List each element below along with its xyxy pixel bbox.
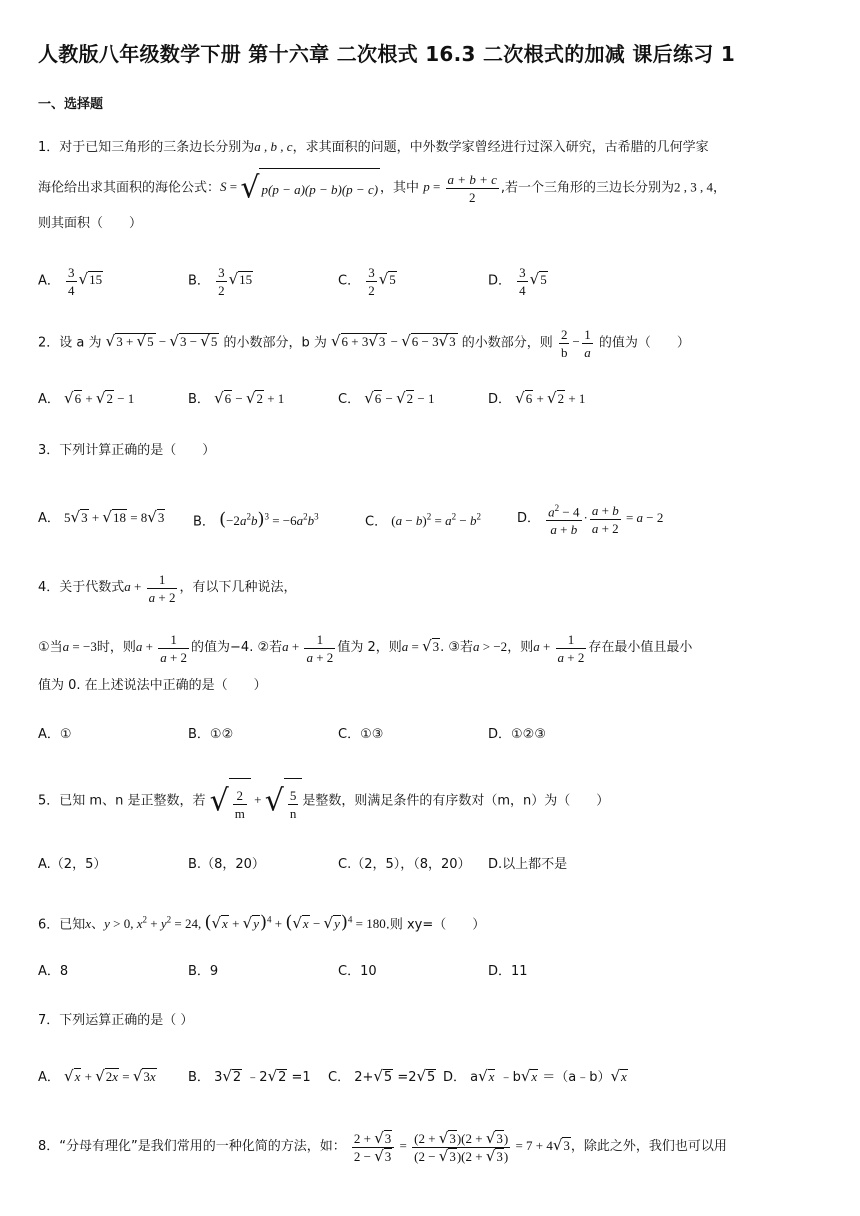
option-value: 8 xyxy=(59,964,69,979)
question-4-option-d[interactable] xyxy=(488,725,546,745)
question-2-expr-a: √3 + √5 − √3 − √5 xyxy=(105,332,218,351)
question-6-stem-b: .则 xy=（ ） xyxy=(385,917,486,933)
question-number: 3． xyxy=(38,443,60,458)
option-label: A． xyxy=(38,727,60,742)
option-label: D. xyxy=(488,857,503,872)
option-value: ① xyxy=(59,727,72,742)
option-math: $\frac{a^2 - 4}{a + b}$ · $\frac{a + b}{a + 2}$ = a − 2 xyxy=(544,510,663,525)
question-number: 6． xyxy=(38,917,60,933)
option-label: D． xyxy=(488,273,512,289)
option-math: $\frac{3}{4}$ √5 xyxy=(519,265,547,298)
question-2-stem-d: 的值为（ ） xyxy=(598,335,690,351)
question-6-expr: x、y > 0, $x^2 + y^2 = 24$, $(√x + √y)^4 + (√x - √y)^4 = 180$ xyxy=(85,912,386,934)
option-math: $\frac{3}{2}$ √15 xyxy=(218,265,253,298)
question-7-stem-text: 下列运算正确的是（ ） xyxy=(59,1013,194,1028)
page-title: 人教版八年级数学下册 第十六章 二次根式 16.3 二次根式的加减 课后练习 1 xyxy=(38,42,736,66)
question-1-line-2: 海伦给出求其面积的海伦公式：S = √ p(p − a)(p − b)(p − c) ，其中 p = $\frac{a + b + c}{2}$ ,若一个三角形的三边长分别为2 , 3 , 4， xyxy=(38,168,726,209)
option-label: A. xyxy=(38,857,51,872)
option-label: C． xyxy=(338,964,361,979)
question-1-stem-cont: ，求其面积的问题，中外数学家曾经进行过深入研究，古希腊的几何学家 xyxy=(292,140,709,155)
question-number: 5． xyxy=(38,793,60,809)
statement-text: . ③若 xyxy=(440,640,474,655)
statement-math: a = √3 xyxy=(401,637,440,655)
question-1-stem: 对于已知三角形的三条边长分别为 xyxy=(59,140,255,155)
statement-math: a + $\frac{1}{a + 2}$ xyxy=(135,631,188,665)
question-6-option-a[interactable] xyxy=(38,962,68,982)
question-3-option-a[interactable] xyxy=(38,507,165,529)
question-5-option-c[interactable] xyxy=(338,855,471,875)
option-label: A． xyxy=(38,392,60,407)
option-math: $(-2a^2b)^3 = -6a^2b^3$ xyxy=(219,509,319,531)
question-number: 7． xyxy=(38,1013,60,1028)
statement-math: a = −3 xyxy=(62,639,97,654)
option-math: √6 + √2 + 1 xyxy=(515,389,586,407)
question-number: 2． xyxy=(38,335,60,351)
question-1-option-b[interactable] xyxy=(188,264,253,299)
statement-text: 存在最小值且最小 xyxy=(588,640,693,655)
question-1-line-1 xyxy=(38,137,709,158)
option-label: D． xyxy=(488,727,512,742)
question-3-option-b[interactable] xyxy=(193,507,319,532)
option-value: （2，5） xyxy=(50,857,107,872)
question-6-option-c[interactable] xyxy=(338,962,377,982)
question-1-line-3: 则其面积（ ） xyxy=(38,216,143,231)
option-label: D． xyxy=(488,392,512,407)
option-math: 3√2 ﹣2√2 =1 xyxy=(214,1067,311,1085)
semi-perimeter-formula: p = $\frac{a + b + c}{2}$ xyxy=(423,172,497,205)
option-math: 2+√5 =2√5 xyxy=(354,1067,436,1085)
question-1-vars: a , b , c xyxy=(254,139,293,154)
option-label: A． xyxy=(38,1070,60,1085)
option-label: C． xyxy=(338,727,361,742)
option-value: ①②③ xyxy=(511,727,546,742)
question-2-stem-a: 设 a 为 xyxy=(59,335,102,351)
question-8-stem-a: “分母有理化”是我们常用的一种化简的方法，如： xyxy=(59,1139,346,1154)
question-7-option-b[interactable] xyxy=(188,1066,311,1088)
question-1-sides: 2 , 3 , 4 xyxy=(674,179,714,195)
question-2-stem-c: 的小数部分，则 xyxy=(461,335,553,351)
option-label: B． xyxy=(188,964,210,979)
option-label: B． xyxy=(188,273,210,289)
statement-text: ①当 xyxy=(38,640,63,655)
question-number: 1． xyxy=(38,140,60,155)
question-1-stem-2a: 海伦给出求其面积的海伦公式： xyxy=(38,180,221,196)
question-number: 4． xyxy=(38,580,60,595)
option-value: 10 xyxy=(360,964,377,979)
option-label: C． xyxy=(338,392,361,407)
option-value: 以上都不是 xyxy=(502,857,568,872)
question-6-stem xyxy=(38,905,485,940)
question-5-option-b[interactable] xyxy=(188,855,265,875)
option-value: （8，20） xyxy=(201,857,265,872)
question-4-option-a[interactable] xyxy=(38,725,72,745)
option-label: C. xyxy=(338,857,352,872)
question-4-statements xyxy=(38,626,692,668)
option-value: ①② xyxy=(209,727,234,742)
statement-text: 值为 2，则 xyxy=(337,640,402,655)
option-value: 11 xyxy=(511,964,528,979)
option-label: B． xyxy=(188,392,210,407)
option-label: A． xyxy=(38,964,60,979)
option-label: D． xyxy=(488,964,512,979)
section-heading: 一、选择题 xyxy=(38,97,104,112)
question-8-expr: $\frac{2 + √3}{2 - √3}$ = $\frac{(2 + √3)(2 + √3)}{(2 - √3)(2 + √3)}$ = 7 + 4√3 xyxy=(353,1128,570,1165)
question-5-stem xyxy=(38,778,609,825)
question-6-stem-a: 已知 xyxy=(59,917,86,933)
question-2-expr-b: √6 + 3√3 − √6 − 3√3 xyxy=(330,332,456,351)
question-4-statements-line-2: 值为 0. 在上述说法中正确的是（ ） xyxy=(38,678,267,693)
question-7-option-c[interactable] xyxy=(328,1066,436,1088)
option-label: D． xyxy=(443,1070,467,1085)
option-math: 5√3 + √18 = 8√3 xyxy=(64,508,165,526)
question-1-option-d[interactable] xyxy=(488,264,548,299)
question-3-stem-text: 下列计算正确的是（ ） xyxy=(59,443,216,458)
question-2-option-a[interactable] xyxy=(38,388,134,410)
question-6-option-d[interactable] xyxy=(488,962,528,982)
question-2-expr-c: $\frac{2}{b}$ − $\frac{1}{a}$ xyxy=(560,327,591,360)
question-5-option-a[interactable] xyxy=(38,855,106,875)
statement-math: a > −2 xyxy=(473,639,508,654)
question-2-stem xyxy=(38,326,690,361)
question-number: 8． xyxy=(38,1139,60,1154)
question-4-option-b[interactable] xyxy=(188,725,233,745)
question-5-option-d[interactable] xyxy=(488,855,567,875)
question-8-stem-b: ，除此之外，我们也可以用 xyxy=(570,1139,727,1154)
option-math: a√x ﹣b√x ＝（a﹣b）√x xyxy=(470,1067,627,1085)
question-7-option-a[interactable] xyxy=(38,1066,157,1088)
question-7-stem xyxy=(38,1011,193,1031)
question-1-option-a[interactable] xyxy=(38,264,103,299)
statement-text: 时，则 xyxy=(96,640,136,655)
option-math: √6 + √2 − 1 xyxy=(64,389,135,407)
question-2-stem-b: 的小数部分，b 为 xyxy=(223,335,327,351)
option-label: B． xyxy=(188,1070,210,1085)
question-6-option-b[interactable] xyxy=(188,962,218,982)
option-label: D． xyxy=(517,511,541,527)
question-5-stem-a: 已知 m、n 是正整数，若 xyxy=(59,793,206,809)
option-math: $(a - b)^2 = a^2 - b^2$ xyxy=(391,512,481,529)
heron-formula: S = √ p(p − a)(p − b)(p − c) xyxy=(220,179,380,194)
question-2-option-c[interactable] xyxy=(338,388,434,410)
option-value: 9 xyxy=(209,964,219,979)
question-3-option-c[interactable] xyxy=(365,507,481,532)
question-7-option-d[interactable] xyxy=(443,1066,628,1088)
option-label: A． xyxy=(38,511,60,526)
question-2-option-b[interactable] xyxy=(188,388,284,410)
question-5-stem-b: 是整数，则满足条件的有序数对（m，n）为（ ） xyxy=(302,793,610,809)
option-label: A． xyxy=(38,273,60,289)
option-label: C． xyxy=(338,273,361,289)
question-8-stem xyxy=(38,1122,727,1170)
option-math: $\frac{3}{4}$ √15 xyxy=(68,265,103,298)
option-math: $\frac{3}{2}$ √5 xyxy=(368,265,396,298)
statement-math: a + $\frac{1}{a + 2}$ xyxy=(282,631,334,665)
option-label: B． xyxy=(193,514,215,530)
statement-text: ，则 xyxy=(507,640,534,655)
question-1-stem-2b: ，其中 xyxy=(380,180,420,196)
question-3-stem xyxy=(38,441,215,461)
option-math: √6 − √2 − 1 xyxy=(364,389,435,407)
option-value: ①③ xyxy=(360,727,384,742)
question-4-stem xyxy=(38,568,297,607)
question-1-option-c[interactable] xyxy=(338,264,397,299)
statement-math: a + $\frac{1}{a + 2}$ xyxy=(533,631,585,665)
question-2-option-d[interactable] xyxy=(488,388,585,410)
question-4-option-c[interactable] xyxy=(338,725,383,745)
option-math: √6 − √2 + 1 xyxy=(214,389,285,407)
question-4-expr: a + $\frac{1}{a + 2}$ xyxy=(124,571,176,605)
question-4-stem-b: ，有以下几种说法， xyxy=(179,580,297,595)
option-math: √x + √2x = √3x xyxy=(64,1067,156,1085)
question-1-stem-2c: ,若一个三角形的三边长分别为 xyxy=(500,180,675,196)
option-label: C． xyxy=(328,1070,351,1085)
question-4-stem-a: 关于代数式 xyxy=(59,580,125,595)
statement-text: 的值为−4. ②若 xyxy=(191,640,283,655)
option-label: C． xyxy=(365,514,388,530)
question-3-option-d[interactable] xyxy=(517,500,663,538)
option-label: B． xyxy=(188,727,210,742)
option-value: （2，5），（8，20） xyxy=(351,857,471,872)
option-label: B. xyxy=(188,857,202,872)
question-5-expr: √ $\frac{2}{m}$ + √ $\frac{5}{n}$ xyxy=(210,792,303,807)
